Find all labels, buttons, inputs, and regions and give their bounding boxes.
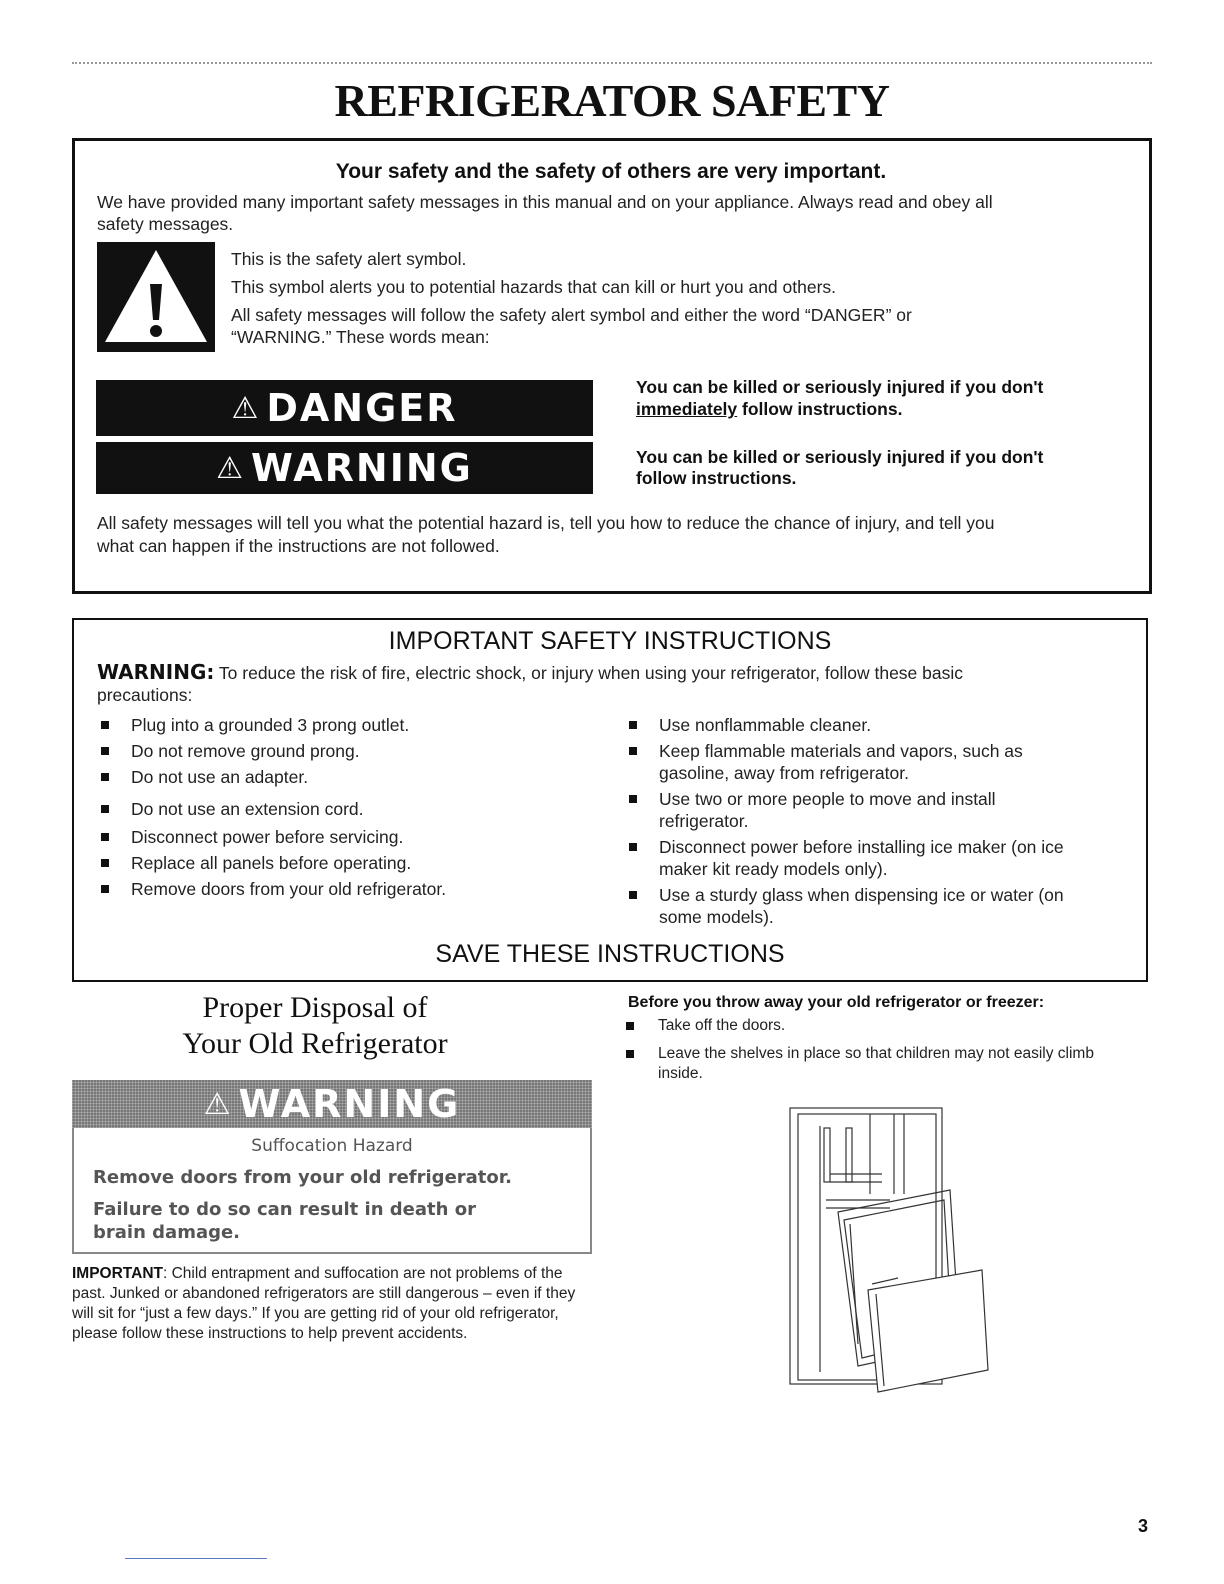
danger-text-2	[636, 398, 1136, 420]
danger-text-1: You can be killed or seriously injured if you don't	[636, 377, 1044, 397]
safety-alert-icon	[97, 242, 215, 352]
danger-label: DANGER	[266, 386, 458, 430]
intro-line-2: safety messages.	[97, 214, 234, 234]
hazard-line-3: brain damage.	[93, 1222, 241, 1243]
warning-text-1: You can be killed or seriously injured if you don't	[636, 447, 1044, 467]
list-item: Keep flammable materials and vapors, such as gasoline, away from refrigerator.	[605, 740, 1085, 784]
symbol-text-2: This symbol alerts you to potential hazards that can kill or hurt you and others.	[231, 277, 837, 297]
warning-label: WARNING	[251, 446, 473, 490]
list-item: Use two or more people to move and install refrigerator.	[605, 788, 1085, 832]
page-title: REFRIGERATOR SAFETY	[334, 75, 890, 126]
right-precautions-list	[605, 714, 1085, 932]
warning-text-2: follow instructions.	[636, 468, 797, 488]
disposal-title-line-2: Your Old Refrigerator	[182, 1027, 448, 1060]
hazard-title: Suffocation Hazard	[251, 1136, 413, 1156]
warning-word: WARNING:	[97, 660, 215, 684]
important-note	[72, 1264, 592, 1344]
warning-text-1: To reduce the risk of fire, electric shock, or injury when using your refrigerator, follow these basic	[218, 663, 964, 683]
danger-banner	[96, 380, 593, 436]
disposal-steps-list	[620, 1016, 1130, 1088]
before-heading: Before you throw away your old refrigerator or freezer:	[628, 994, 1045, 1011]
list-item: Remove doors from your old refrigerator.	[77, 878, 577, 900]
footer-blue-rule	[125, 1558, 267, 1559]
important-instructions-heading: IMPORTANT SAFETY INSTRUCTIONS	[388, 627, 832, 655]
save-instructions-footer: SAVE THESE INSTRUCTIONS	[435, 940, 785, 968]
disposal-title-line-1: Proper Disposal of	[202, 991, 428, 1024]
list-item: Leave the shelves in place so that children may not easily climb inside.	[620, 1044, 1130, 1084]
page-number: 3	[1138, 1516, 1149, 1536]
disposal-title	[150, 990, 480, 1062]
important-label: IMPORTANT	[72, 1265, 163, 1282]
closing-line-2: what can happen if the instructions are not followed.	[97, 536, 500, 556]
warning-triangle-icon: ⚠	[216, 451, 246, 486]
warning-precautions	[97, 661, 1137, 684]
intro-line-1: We have provided many important safety messages in this manual and on your appliance. Always read and obey all	[97, 192, 993, 212]
important-text: : Child entrapment and suffocation are not problems of the past. Junked or abandoned refrigerators are still dangerous – even if they will sit for “just a few days.” If you are getting rid of your old refrigerator, please follow these instructions to help prevent accidents.	[72, 1265, 576, 1342]
closing-line-1: All safety messages will tell you what the potential hazard is, tell you how to reduce the chance of injury, and tell you	[97, 513, 995, 533]
symbol-text-3b: “WARNING.” These words mean:	[231, 327, 490, 347]
danger-text-2-rest: follow instructions.	[737, 399, 903, 419]
list-item: Disconnect power before installing ice maker (on ice maker kit ready models only).	[605, 836, 1085, 880]
left-precautions-list	[77, 714, 577, 904]
list-item: Do not remove ground prong.	[77, 740, 577, 762]
list-item: Take off the doors.	[620, 1016, 1130, 1036]
list-item: Use a sturdy glass when dispensing ice or water (on some models).	[605, 884, 1085, 928]
immediately-word: immediately	[636, 399, 738, 419]
list-item: Do not use an adapter.	[77, 766, 577, 788]
warning-banner	[96, 442, 593, 494]
hazard-line-2: Failure to do so can result in death or	[93, 1199, 476, 1220]
warning-triangle-icon: ⚠	[231, 391, 261, 426]
warning-triangle-icon: ⚠	[203, 1087, 233, 1122]
list-item: Replace all panels before operating.	[77, 852, 577, 874]
refrigerator-illustration	[786, 1104, 996, 1394]
symbol-text-3a: All safety messages will follow the safety alert symbol and either the word “DANGER” or	[231, 305, 912, 325]
symbol-text-1: This is the safety alert symbol.	[231, 249, 467, 269]
safety-intro-heading: Your safety and the safety of others are very important.	[335, 160, 887, 183]
hazard-line-1: Remove doors from your old refrigerator.	[93, 1167, 512, 1188]
list-item: Plug into a grounded 3 prong outlet.	[77, 714, 577, 736]
top-dotted-rule	[72, 62, 1152, 64]
list-item: Do not use an extension cord.	[77, 798, 577, 820]
list-item: Use nonflammable cleaner.	[605, 714, 1085, 736]
disposal-warning-label: WARNING	[238, 1082, 461, 1126]
warning-text-2: precautions:	[97, 685, 193, 705]
disposal-warning-banner	[72, 1080, 592, 1128]
list-item: Disconnect power before servicing.	[77, 826, 577, 848]
